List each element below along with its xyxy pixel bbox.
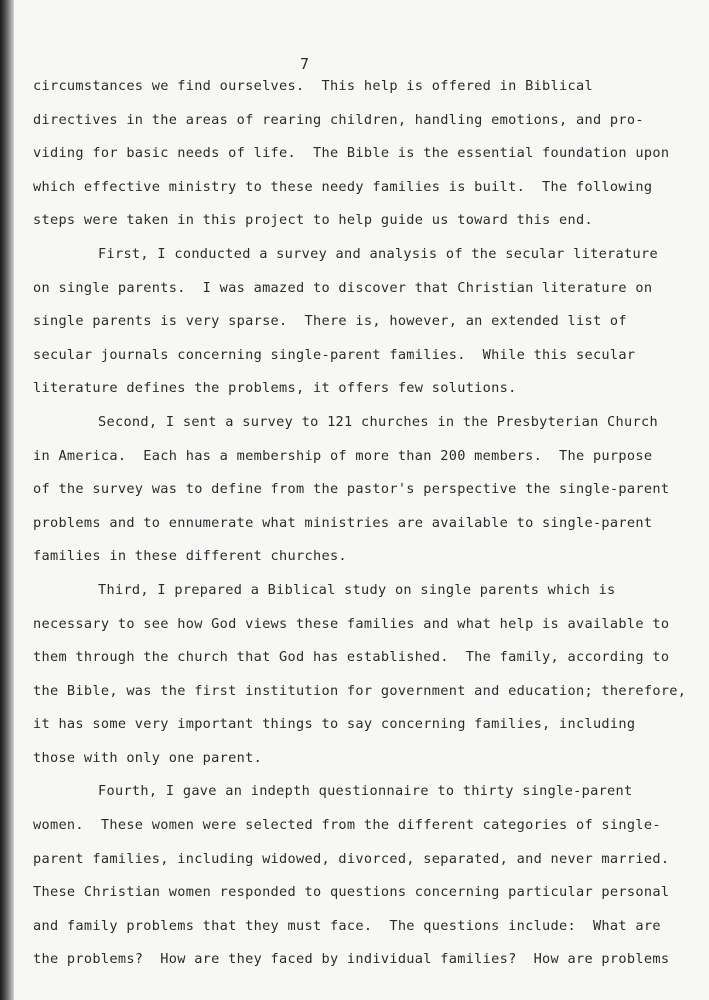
text-line: Second, I sent a survey to 121 churches in the Presbyterian Church [98,413,658,430]
text-line: the problems? How are they faced by individual families? How are problems [33,951,670,968]
text-line: directives in the areas of rearing children, handling emotions, and pro- [33,111,644,128]
text-line: which effective ministry to these needy families is built. The following [33,178,653,195]
text-line: circumstances we find ourselves. This help is offered in Biblical [33,78,593,94]
text-line: those with only one parent. [33,749,263,766]
text-line: on single parents. I was amazed to discover that Christian literature on [33,279,653,296]
page-binding-edge [0,0,14,1000]
text-line: Fourth, I gave an indepth questionnaire to thirty single-parent [98,783,633,800]
text-line: secular journals concerning single-parent families. While this secular [33,346,636,363]
text-line: of the survey was to define from the pastor's perspective the single-parent [33,481,670,498]
text-line: women. These women were selected from the different categories of single- [33,817,661,834]
text-line: families in these different churches. [33,548,347,565]
text-line: necessary to see how God views these families and what help is available to [33,615,670,632]
text-line: These Christian women responded to questions concerning particular personal [33,884,670,901]
text-line: literature defines the problems, it offers few solutions. [33,380,517,397]
text-line: them through the church that God has established. The family, according to [33,649,670,666]
text-line: Third, I prepared a Biblical study on single parents which is [98,581,616,598]
text-line: the Bible, was the first institution for government and education; therefore, [33,682,687,699]
text-line: parent families, including widowed, divorced, separated, and never married. [33,850,670,867]
text-line: single parents is very sparse. There is, however, an extended list of [33,313,627,330]
text-line: steps were taken in this project to help guide us toward this end. [33,212,593,229]
page-number: 7 [300,55,310,73]
body-text [33,70,687,977]
text-line: problems and to ennumerate what ministries are available to single-parent [33,514,653,531]
text-line: and family problems that they must face. The questions include: What are [33,917,661,934]
text-line: viding for basic needs of life. The Bible is the essential foundation upon [33,145,670,162]
text-line: in America. Each has a membership of more than 200 members. The purpose [33,447,653,464]
text-line: First, I conducted a survey and analysis of the secular literature [98,245,658,262]
text-line: it has some very important things to say concerning families, including [33,716,636,733]
